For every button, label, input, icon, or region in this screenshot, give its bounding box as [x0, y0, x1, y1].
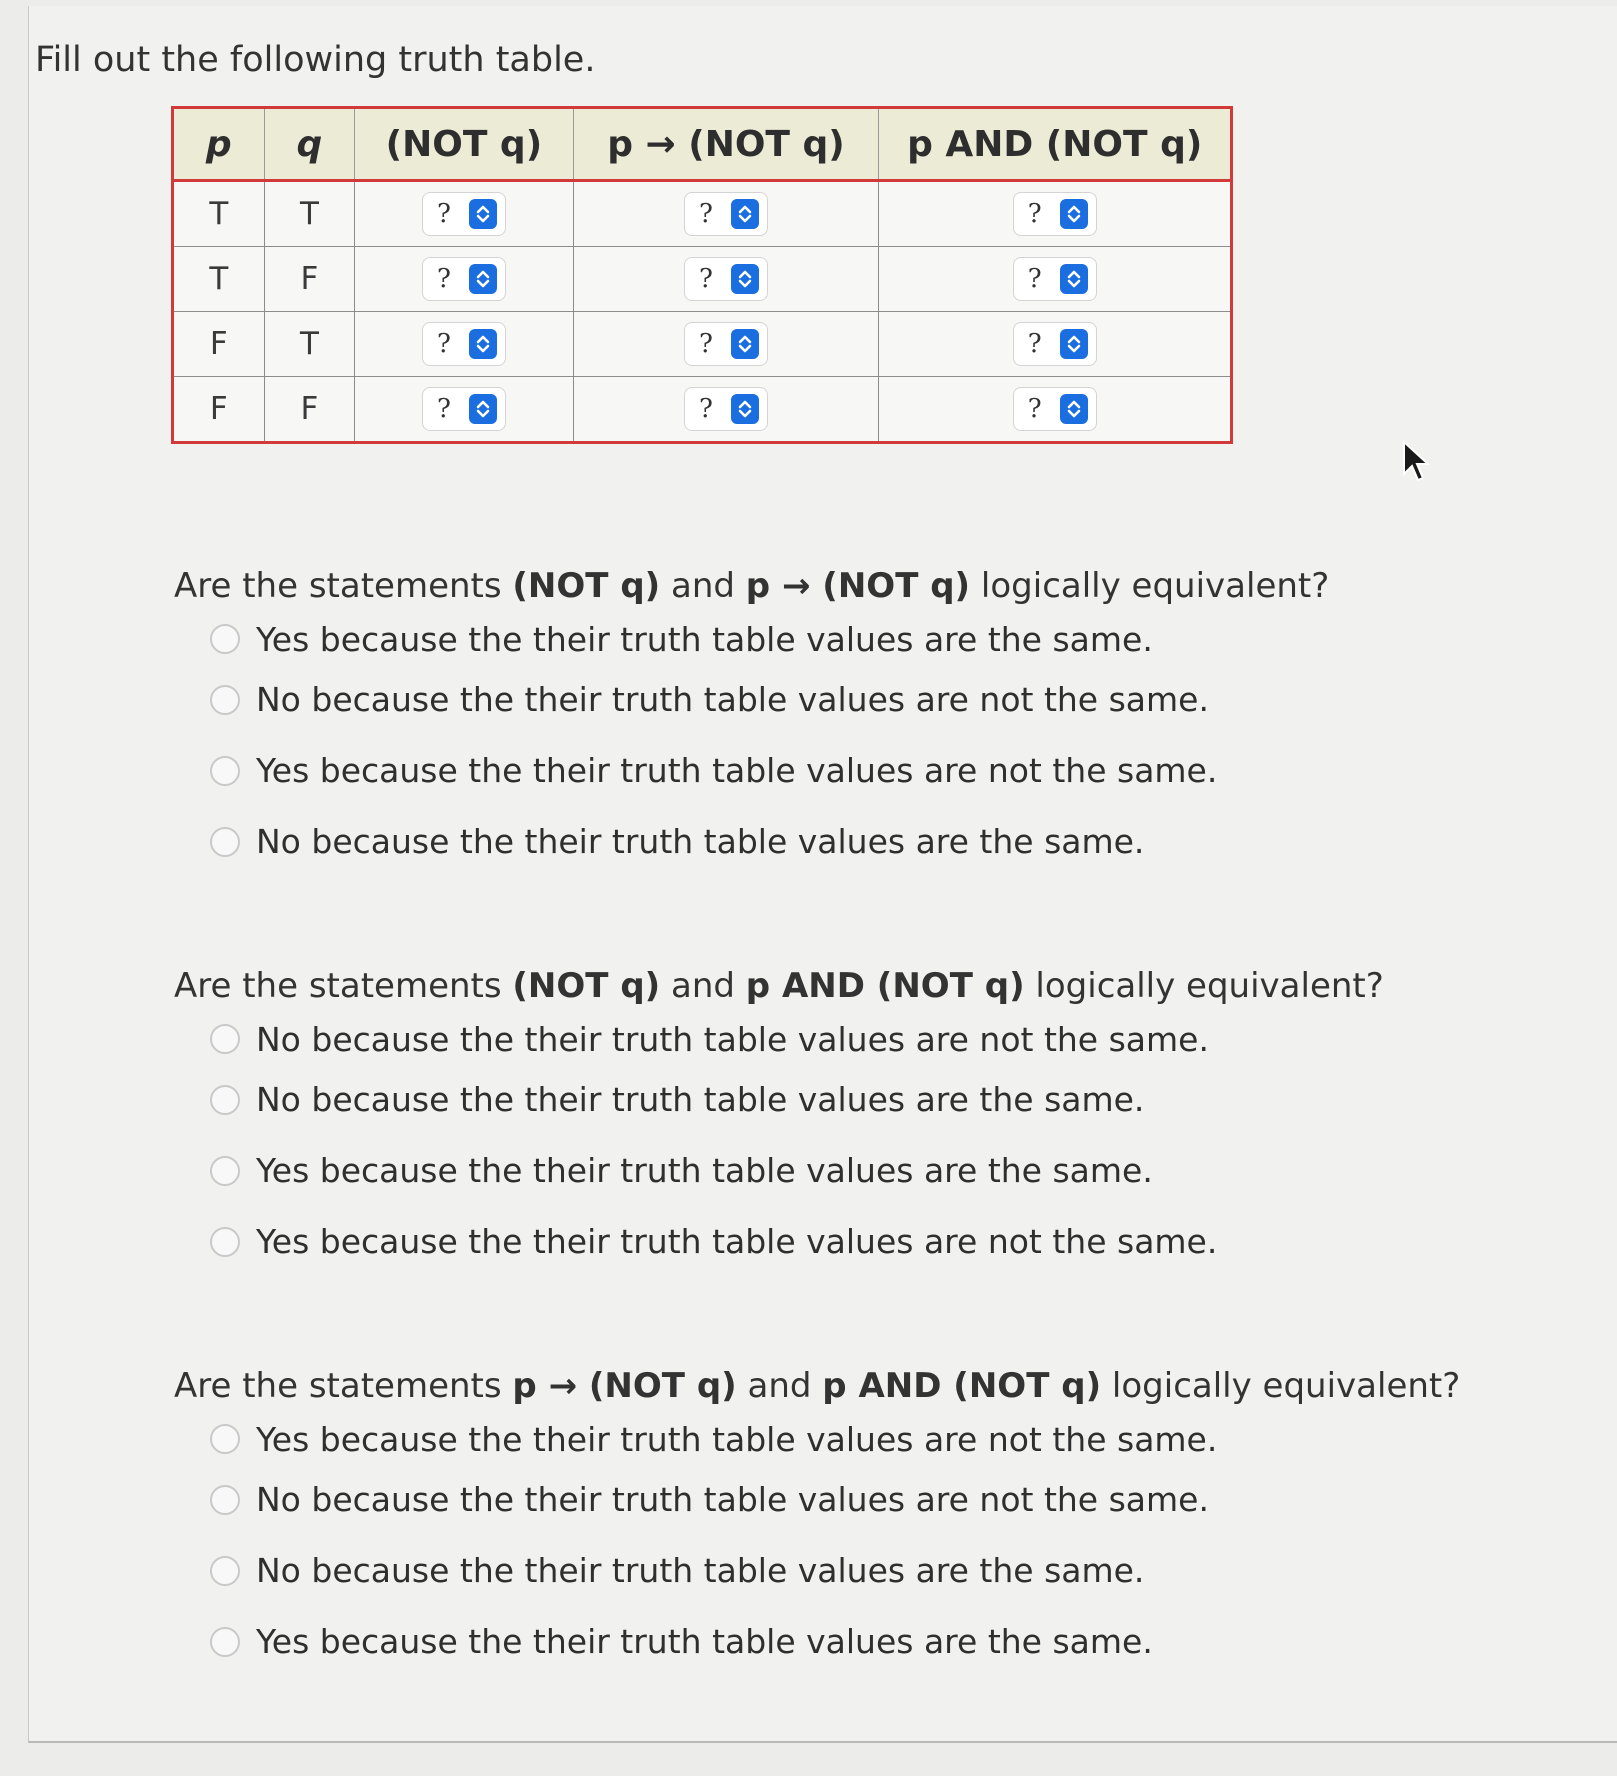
- question-3: [174, 1366, 1574, 1677]
- stepper-arrows-icon[interactable]: [731, 264, 759, 294]
- answer-option[interactable]: [210, 806, 1574, 877]
- cell-q: T: [264, 181, 355, 247]
- answer-select-p-and-not-q[interactable]: [1013, 387, 1097, 431]
- answer-option[interactable]: [210, 1606, 1574, 1677]
- radio-button[interactable]: [210, 624, 240, 654]
- cell-not-q: [355, 181, 573, 247]
- radio-button[interactable]: [210, 1024, 240, 1054]
- answer-select-not-q[interactable]: [422, 387, 506, 431]
- option-label: Yes because the their truth table values are the same.: [256, 1622, 1153, 1661]
- option-label: Yes because the their truth table values are the same.: [256, 1151, 1153, 1190]
- radio-button[interactable]: [210, 685, 240, 715]
- answer-select-p-and-not-q[interactable]: [1013, 322, 1097, 366]
- option-label: Yes because the their truth table values are the same.: [256, 619, 1153, 659]
- answer-option[interactable]: [210, 1014, 1574, 1064]
- option-label: No because the their truth table values are the same.: [256, 1080, 1145, 1119]
- mouse-pointer-icon: [1402, 440, 1432, 488]
- stepper-arrows-icon[interactable]: [1060, 394, 1088, 424]
- answer-select-p-implies-not-q[interactable]: [684, 257, 768, 301]
- radio-button[interactable]: [210, 1556, 240, 1586]
- cell-p: T: [173, 181, 265, 247]
- header-p-and-not-q: p AND (NOT q): [879, 108, 1232, 181]
- radio-button[interactable]: [210, 1156, 240, 1186]
- select-value: ?: [1027, 264, 1042, 294]
- option-label: No because the their truth table values are not the same.: [256, 1480, 1209, 1519]
- stepper-arrows-icon[interactable]: [469, 199, 497, 229]
- question-1: [174, 566, 1574, 877]
- stepper-arrows-icon[interactable]: [469, 329, 497, 359]
- answer-select-p-and-not-q[interactable]: [1013, 192, 1097, 236]
- answer-option[interactable]: [210, 1535, 1574, 1606]
- select-value: ?: [436, 329, 451, 359]
- truth-table-row: [173, 247, 1232, 312]
- cell-not-q: [355, 312, 573, 377]
- cell-not-q: [355, 247, 573, 312]
- stepper-arrows-icon[interactable]: [731, 199, 759, 229]
- cell-p-and-not-q: [879, 377, 1232, 443]
- option-label: No because the their truth table values are not the same.: [256, 1019, 1209, 1059]
- cell-p: T: [173, 247, 265, 312]
- answer-select-p-implies-not-q[interactable]: [684, 387, 768, 431]
- option-label: Yes because the their truth table values are not the same.: [256, 751, 1218, 790]
- radio-button[interactable]: [210, 1485, 240, 1515]
- cell-p-and-not-q: [879, 312, 1232, 377]
- cell-p: F: [173, 312, 265, 377]
- header-q: q: [264, 108, 355, 181]
- select-value: ?: [699, 199, 713, 229]
- cell-p-implies-not-q: [573, 247, 879, 312]
- select-value: ?: [699, 329, 713, 359]
- stepper-arrows-icon[interactable]: [469, 264, 497, 294]
- truth-table-row: [173, 312, 1232, 377]
- answer-select-p-implies-not-q[interactable]: [684, 192, 768, 236]
- select-value: ?: [436, 199, 451, 229]
- select-value: ?: [1027, 329, 1042, 359]
- radio-button[interactable]: [210, 827, 240, 857]
- radio-button[interactable]: [210, 1085, 240, 1115]
- radio-button[interactable]: [210, 1627, 240, 1657]
- stepper-arrows-icon[interactable]: [731, 329, 759, 359]
- answer-option[interactable]: [210, 614, 1574, 664]
- cell-p-and-not-q: [879, 247, 1232, 312]
- stepper-arrows-icon[interactable]: [1060, 199, 1088, 229]
- answer-option[interactable]: [210, 1064, 1574, 1135]
- cell-q: F: [264, 247, 355, 312]
- question-2: [174, 966, 1574, 1277]
- cell-p-implies-not-q: [573, 377, 879, 443]
- cell-p-implies-not-q: [573, 181, 879, 247]
- truth-table-header-row: [173, 108, 1232, 181]
- answer-select-p-and-not-q[interactable]: [1013, 257, 1097, 301]
- radio-button[interactable]: [210, 1227, 240, 1257]
- cell-p-and-not-q: [879, 181, 1232, 247]
- select-value: ?: [1027, 394, 1042, 424]
- select-value: ?: [1027, 199, 1042, 229]
- option-label: No because the their truth table values are not the same.: [256, 680, 1209, 719]
- cell-q: T: [264, 312, 355, 377]
- answer-option[interactable]: [210, 1135, 1574, 1206]
- select-value: ?: [436, 394, 451, 424]
- cell-p: F: [173, 377, 265, 443]
- select-value: ?: [699, 264, 713, 294]
- radio-button[interactable]: [210, 1424, 240, 1454]
- question-panel: [28, 6, 1617, 1743]
- stepper-arrows-icon[interactable]: [1060, 264, 1088, 294]
- question-3-prompt: Are the statements p → (NOT q) and p AND (NOT q) logically equivalent?: [174, 1366, 1461, 1406]
- header-p: p: [173, 108, 265, 181]
- answer-select-not-q[interactable]: [422, 257, 506, 301]
- answer-option[interactable]: [210, 1206, 1574, 1277]
- option-label: No because the their truth table values are the same.: [256, 1551, 1145, 1590]
- answer-option[interactable]: [210, 664, 1574, 735]
- header-not-q: (NOT q): [355, 108, 573, 181]
- truth-table-row: [173, 181, 1232, 247]
- stepper-arrows-icon[interactable]: [1060, 329, 1088, 359]
- option-label: No because the their truth table values are the same.: [256, 822, 1145, 861]
- answer-select-p-implies-not-q[interactable]: [684, 322, 768, 366]
- truth-table-row: [173, 377, 1232, 443]
- stepper-arrows-icon[interactable]: [469, 394, 497, 424]
- cell-p-implies-not-q: [573, 312, 879, 377]
- instruction-text: Fill out the following truth table.: [35, 40, 596, 80]
- option-label: Yes because the their truth table values are not the same.: [256, 1419, 1218, 1459]
- stepper-arrows-icon[interactable]: [731, 394, 759, 424]
- answer-option[interactable]: [210, 1464, 1574, 1535]
- answer-option[interactable]: [210, 735, 1574, 806]
- select-value: ?: [436, 264, 451, 294]
- answer-select-not-q[interactable]: [422, 322, 506, 366]
- select-value: ?: [699, 394, 713, 424]
- radio-button[interactable]: [210, 756, 240, 786]
- question-2-prompt: Are the statements (NOT q) and p AND (NOT q) logically equivalent?: [174, 966, 1384, 1006]
- answer-select-not-q[interactable]: [422, 192, 506, 236]
- cell-not-q: [355, 377, 573, 443]
- question-1-prompt: Are the statements (NOT q) and p → (NOT q) logically equivalent?: [174, 566, 1330, 606]
- truth-table: [171, 106, 1233, 444]
- cell-q: F: [264, 377, 355, 443]
- header-p-implies-not-q: p → (NOT q): [573, 108, 879, 181]
- answer-option[interactable]: [210, 1414, 1574, 1464]
- option-label: Yes because the their truth table values are not the same.: [256, 1222, 1218, 1261]
